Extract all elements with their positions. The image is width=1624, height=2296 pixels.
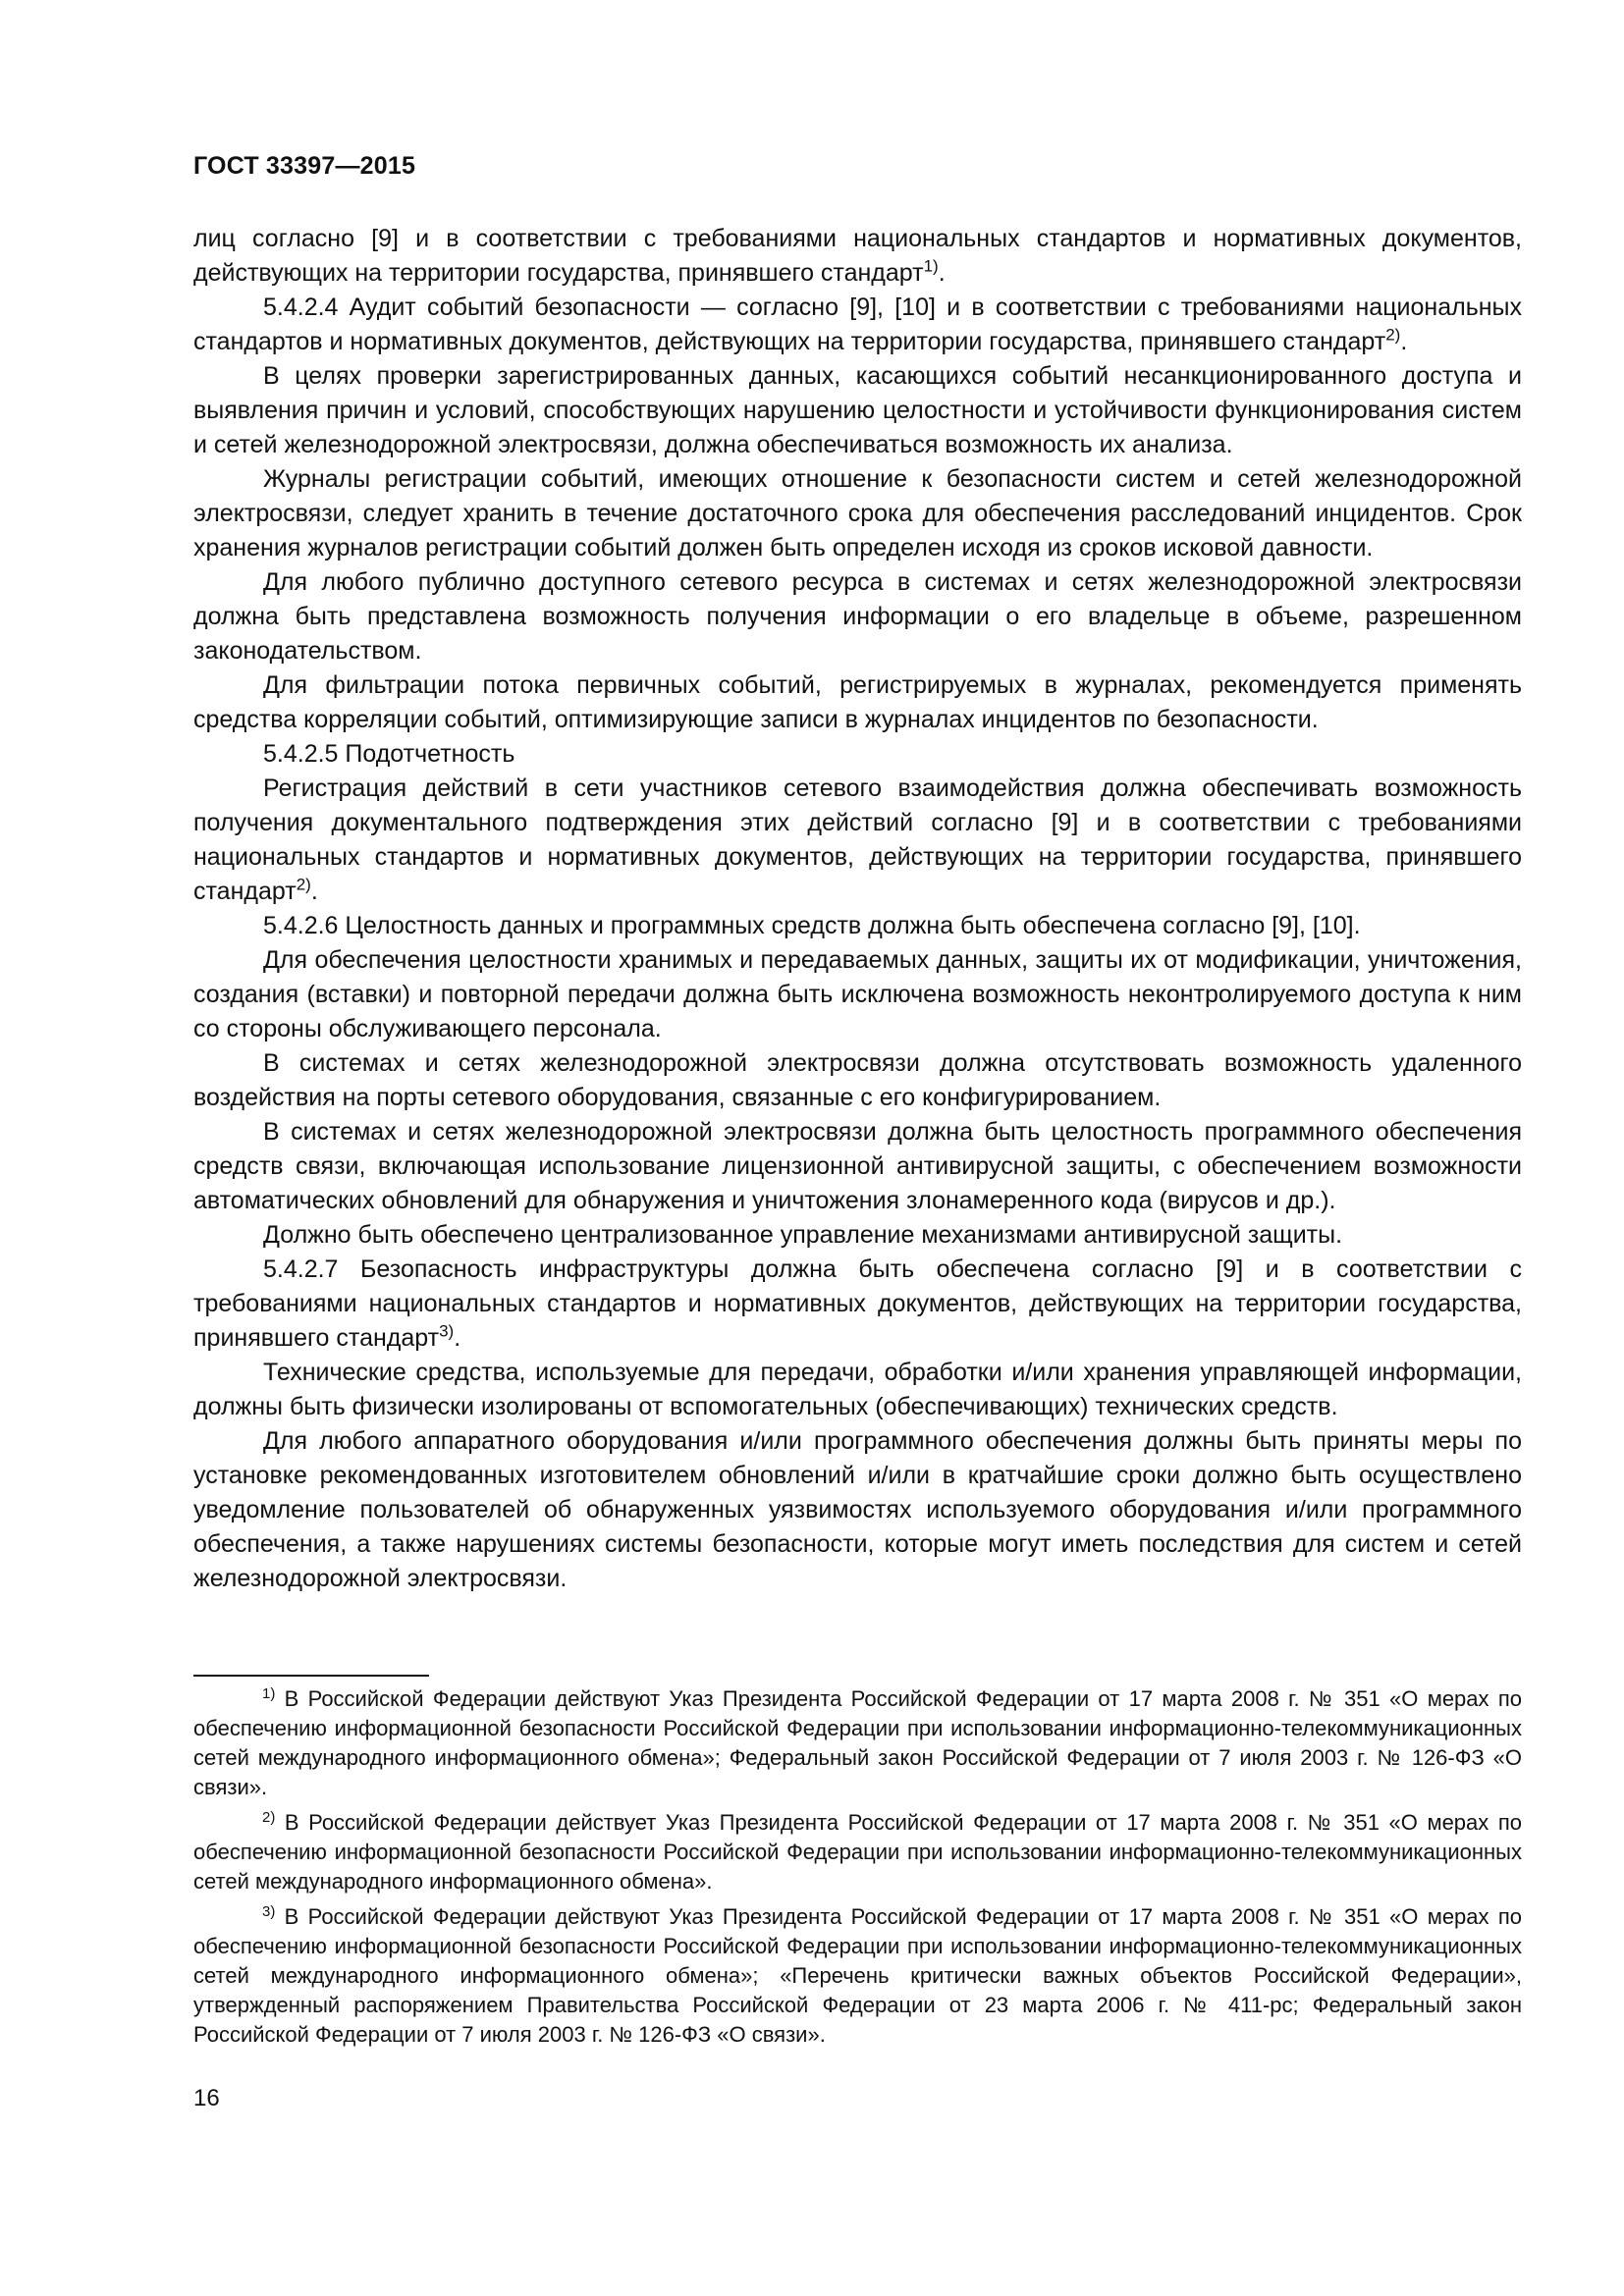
paragraph-text: 5.4.2.7 Безопасность инфраструктуры должна быть обеспечена согласно [9] и в соответствии с требованиями национальных стандартов и нормативных документов, действующих на территории государства, принявшего стандарт (193, 1255, 1522, 1352)
footnote-1 (193, 1684, 1522, 1802)
footnotes (193, 1684, 1522, 2056)
paragraph (193, 772, 1522, 909)
footnote-2 (193, 1808, 1522, 1896)
paragraph: Должно быть обеспечено централизованное управление механизмами антивирусной защиты. (263, 1221, 1343, 1249)
footnote-ref: 2) (1385, 325, 1401, 345)
paragraph: В системах и сетях железнодорожной электросвязи должна отсутствовать возможность удаленного воздействия на порты сетевого оборудования, связанные с его конфигурированием. (193, 1049, 1522, 1111)
footnote-text: В Российской Федерации действуют Указ Президента Российской Федерации от 17 марта 2008 г. № 351 «О мерах по обеспечению информационной безопасности Российской Федерации при использовании информационно-телекоммуникационных сетей международного информационного обмена»; Федеральный закон Российской Федерации от 7 июля 2003 г. № 126-ФЗ «О связи». (193, 1686, 1522, 1799)
section-5-4-2-5-heading: 5.4.2.5 Подотчетность (263, 740, 515, 768)
paragraph-text: лиц согласно [9] и в соответствии с требованиями национальных стандартов и нормативных документов, действующих на территории государства, принявшего стандарт (193, 225, 1522, 287)
paragraph: Технические средства, используемые для передачи, обработки и/или хранения управляющей информации, должны быть физически изолированы от вспомогательных (обеспечивающих) технических средств. (193, 1359, 1522, 1420)
paragraph: Для любого аппаратного оборудования и/или программного обеспечения должны быть приняты меры по установке рекомендованных изготовителем обновлений и/или в кратчайшие сроки должно быть осуществлено уведомление пользователей об обнаруженных уязвимостях используемого оборудования и/или программного обеспечения, а также нарушениях системы безопасности, которые могут иметь последствия для систем и сетей железнодорожной электросвязи. (193, 1427, 1522, 1592)
paragraph-tail: . (310, 878, 318, 905)
page-number: 16 (193, 2085, 220, 2111)
footnote-3 (193, 1902, 1522, 2050)
paragraph: Журналы регистрации событий, имеющих отношение к безопасности систем и сетей железнодорожной электросвязи, следует хранить в течение достаточного срока для обеспечения расследований инцидентов. Срок хранения журналов регистрации событий должен быть определен исходя из сроков исковой давности. (193, 465, 1522, 561)
paragraph-tail: . (1400, 328, 1408, 355)
footnote-ref: 3) (439, 1321, 455, 1341)
paragraph: Для обеспечения целостности хранимых и передаваемых данных, защиты их от модификации, уничтожения, создания (вставки) и повторной передачи должна быть исключена возможность неконтролируемого доступа к ним со стороны обслуживающего персонала. (193, 946, 1522, 1042)
paragraph-text: Регистрация действий в сети участников сетевого взаимодействия должна обеспечивать возможность получения документального подтверждения этих действий согласно [9] и в соответствии с требованиями национальных стандартов и нормативных документов, действующих на территории государства, принявшего стандарт (193, 774, 1522, 905)
paragraph-tail: . (938, 259, 946, 287)
footnote-ref: 1) (923, 256, 939, 276)
paragraph: Для фильтрации потока первичных событий, регистрируемых в журналах, рекомендуется применять средства корреляции событий, оптимизирующие записи в журналах инцидентов по безопасности. (193, 671, 1522, 733)
section-5-4-2-7 (193, 1253, 1522, 1356)
section-5-4-2-6: 5.4.2.6 Целостность данных и программных средств должна быть обеспечена согласно [9], [10]. (263, 912, 1361, 939)
paragraph: В системах и сетях железнодорожной электросвязи должна быть целостность программного обеспечения средств связи, включающая использование лицензионной антивирусной защиты, с обеспечением возможности автоматических обновлений для обнаружения и уничтожения злонамеренного кода (вирусов и др.). (193, 1118, 1522, 1214)
footnote-ref: 2) (296, 875, 311, 894)
main-text (193, 222, 1522, 1596)
footnote-mark: 3) (262, 1902, 276, 1920)
paragraph (193, 222, 1522, 291)
paragraph: В целях проверки зарегистрированных данных, касающихся событий несанкционированного доступа и выявления причин и условий, способствующих нарушению целостности и устойчивости функционирования систем и сетей железнодорожной электросвязи, должна обеспечиваться возможность их анализа. (193, 362, 1522, 458)
footnote-mark: 1) (262, 1684, 276, 1702)
section-5-4-2-4 (193, 291, 1522, 359)
footnote-divider (193, 1675, 429, 1677)
document-header: ГОСТ 33397—2015 (193, 152, 416, 180)
paragraph-text: 5.4.2.4 Аудит событий безопасности — согласно [9], [10] и в соответствии с требованиями национальных стандартов и нормативных документов, действующих на территории государства, принявшего стандарт (193, 294, 1522, 355)
footnote-mark: 2) (262, 1808, 276, 1826)
footnote-text: В Российской Федерации действует Указ Президента Российской Федерации от 17 марта 2008 г. № 351 «О мерах по обеспечению информационной безопасности Российской Федерации при использовании информационно-телекоммуникационных сетей международного информационного обмена». (193, 1810, 1522, 1894)
footnote-text: В Российской Федерации действуют Указ Президента Российской Федерации от 17 марта 2008 г. № 351 «О мерах по обеспечению информационной безопасности Российской Федерации при использовании информационно-телекоммуникационных сетей международного информационного обмена»; «Перечень критически важных объектов Российской Федерации», утвержденный распоряжением Правительства Российской Федерации от 23 марта 2006 г. № 411-рс; Федеральный закон Российской Федерации от 7 июля 2003 г. № 126-ФЗ «О связи». (193, 1904, 1522, 2047)
paragraph-tail: . (454, 1324, 461, 1352)
paragraph: Для любого публично доступного сетевого ресурса в системах и сетях железнодорожной электросвязи должна быть представлена возможность получения информации о его владельце в объеме, разрешенном законодательством. (193, 568, 1522, 665)
